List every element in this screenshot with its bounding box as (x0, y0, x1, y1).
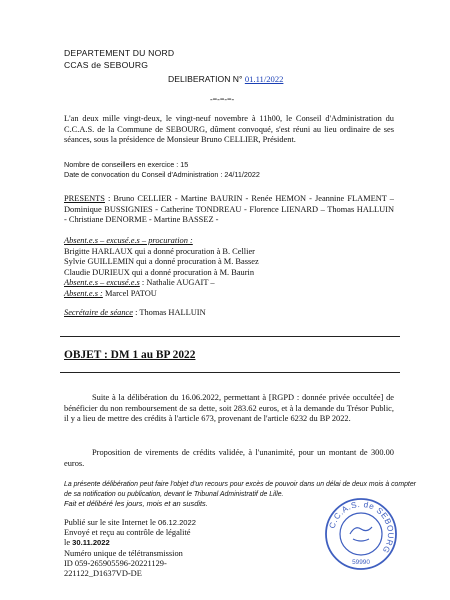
procuration-item: Claudie DURIEUX qui a donné procuration à M. Baurin (64, 267, 255, 277)
absents-block (64, 236, 394, 300)
legal-line: de sa notification ou publication, devant le Tribunal Administratif de Lille. (64, 491, 284, 499)
conseillers-count: Nombre de conseillers en exercice : 15 (64, 160, 189, 169)
absents-list: Marcel PATOU (102, 288, 157, 298)
intro-paragraph: L'an deux mille vingt-deux, le vingt-neuf novembre à 11h00, le Conseil d'Administration du C.C.A.S. de la Commune de SEBOURG, dûment convoqué, s'est réuni au lieu ordinaire de ses séances, sous la présidence de Monsieur Bruno CELLIER, Président. (64, 114, 394, 145)
absents-label: Absent.e.s : (64, 288, 103, 298)
presents-paragraph (64, 194, 394, 226)
publication-label: Publié sur le site Internet le (64, 518, 156, 527)
procuration-label: Absent.e.s – excusé.e.s – procuration : (64, 236, 193, 245)
stamp-postcode: 59990 (352, 559, 370, 566)
body-paragraph-2: Proposition de virements de crédits validée, à l'unanimité, pour un montant de 300.00 euros. (64, 448, 394, 468)
deliberation-label: DELIBERATION N° (168, 74, 243, 84)
legality-label: Envoyé et reçu au contrôle de légalité (64, 528, 191, 538)
convocation-date: Date de convocation du Conseil d'Administration : 24/11/2022 (64, 170, 260, 179)
counts-block (64, 160, 260, 180)
transmission-label: Numéro unique de télétransmission (64, 548, 183, 558)
stamp-ring-text: C.C.A.S. de SEBOURG (327, 499, 396, 555)
bottom-divider (60, 372, 400, 373)
ccas-label: CCAS de SEBOURG (64, 60, 149, 70)
presents-list: : Bruno CELLIER - Martine BAURIN - Renée HEMON - Jeannine FLAMENT – Dominique BUSSIGNIES - Catherine TONDREAU - Florence LIENARD – Thomas HALLUIN - Christiane DENORME - Martine BASSEZ - (64, 194, 394, 225)
legality-date: 30.11.2022 (72, 538, 110, 548)
department-label: DEPARTEMENT DU NORD (64, 48, 175, 58)
body-paragraph-1: Suite à la délibération du 16.06.2022, permettant à [RGPD : donnée privée occultée] de bénéficier du non remboursement de sa dette, soit 283.62 euros, et à la demande du Trésor Public, il y a lieu de mettre des crédits à l'article 673, provenant de l'article 6232 du BP 2022. (64, 393, 394, 424)
objet-title: OBJET : DM 1 au BP 2022 (64, 349, 196, 361)
stamp-emblem-icon (350, 527, 372, 541)
excuses-label: Absent.e.s – excusé.e.s (64, 278, 140, 288)
secretaire-name: : Thomas HALLUIN (132, 308, 206, 317)
presents-label: PRESENTS (64, 194, 105, 203)
transmission-id: ID 059-265905596-20221129- (64, 558, 167, 568)
ccas-stamp (323, 496, 399, 572)
deliberation-title (168, 74, 283, 84)
deliberation-number[interactable]: 01.11/2022 (244, 74, 284, 84)
transmission-id-cont: 221122_D1637VD-DE (64, 569, 142, 579)
separator: -=-=-=- (210, 95, 235, 104)
legal-line: La présente délibération peut faire l'objet d'un recours pour excès de pouvoir dans un délai de deux mois à compter (64, 481, 416, 488)
procuration-item: Sylvie GUILLEMIN qui a donné procuration à M. Bassez (64, 257, 259, 267)
procuration-item: Brigitte HARLAUX qui a donné procuration à B. Cellier (64, 246, 255, 256)
fait-line: Fait et délibéré les jours, mois et an susdits. (64, 499, 208, 508)
publication-date: 06.12.2022 (157, 518, 196, 527)
stamp-inner-ring (340, 513, 382, 555)
top-divider (60, 336, 400, 337)
legality-le: le (64, 538, 71, 548)
secretaire-line (64, 308, 394, 319)
excuses-list: : Nathalie AUGAIT – (139, 278, 215, 288)
publication-block (64, 518, 196, 579)
secretaire-label: Secrétaire de séance (64, 308, 133, 317)
